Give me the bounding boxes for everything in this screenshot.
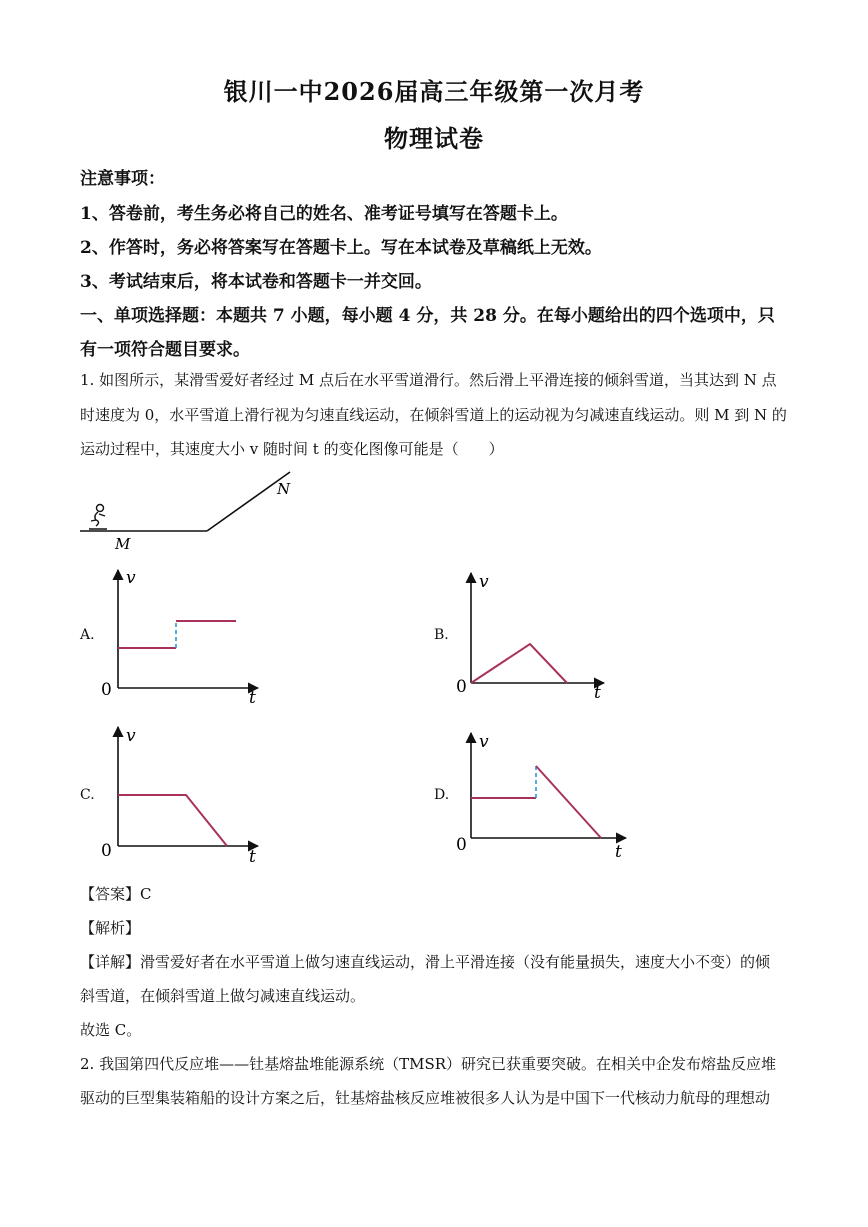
notice-heading: 注意事项： [80,169,165,189]
q1-stem-line2: 时速度为 0，水平雪道上滑行视为匀速直线运动，在倾斜雪道上的运动视为匀减速直线运动。则 M 到 N 的 [80,406,787,424]
q2-stem-line2: 驱动的巨型集装箱船的设计方案之后，钍基熔盐核反应堆被很多人认为是中国下一代核动力航母的理想动 [80,1089,771,1107]
graph-b-v-label: v [479,572,489,592]
graph-a-origin: 0 [101,680,112,700]
graph-a-t-label: t [249,688,256,708]
q1-detail-line2: 斜雪道，在倾斜雪道上做匀减速直线运动。 [80,987,366,1005]
option-c-label: C. [80,787,95,803]
notice-item-1: 1、答卷前，考生务必将自己的姓名、准考证号填写在答题卡上。 [80,204,568,224]
graph-d-origin: 0 [456,835,467,855]
option-d-label: D. [434,787,450,803]
q1-stem-line3: 运动过程中，其速度大小 v 随时间 t 的变化图像可能是（ ） [80,440,504,458]
graph-b-t-label: t [594,683,601,703]
option-a-label: A. [80,627,95,643]
section-heading-line2: 有一项符合题目要求。 [80,340,250,360]
page-subtitle: 物理试卷 [384,124,484,153]
graph-b-origin: 0 [456,677,467,697]
graph-d-t-label: t [615,842,622,862]
graph-d-v-label: v [479,732,489,752]
q2-stem-line1: 2. 我国第四代反应堆——钍基熔盐堆能源系统（TMSR）研究已获重要突破。在相关中企发布熔盐反应堆 [80,1055,777,1073]
section-heading-line1: 一、单项选择题：本题共 7 小题，每小题 4 分，共 28 分。在每小题给出的四个选项中，只 [80,306,775,326]
point-m-label: M [115,535,131,553]
page-title: 银川一中2026届高三年级第一次月考 [223,77,645,106]
point-n-label: N [277,480,291,498]
graph-c-v-label: v [126,726,136,746]
q1-answer: 【答案】C [80,885,152,903]
notice-item-2: 2、作答时，务必将答案写在答题卡上。写在本试卷及草稿纸上无效。 [80,238,602,258]
graph-c-t-label: t [249,847,256,867]
q1-detail-line1: 【详解】滑雪爱好者在水平雪道上做匀速直线运动，滑上平滑连接（没有能量损失，速度大小不变）的倾 [80,953,771,971]
q1-conclusion: 故选 C。 [80,1021,142,1039]
graph-c-origin: 0 [101,841,112,861]
q1-stem-line1: 1. 如图所示，某滑雪爱好者经过 M 点后在水平雪道滑行。然后滑上平滑连接的倾斜雪道，当其达到 N 点 [80,371,777,389]
q1-analysis-heading: 【解析】 [80,919,141,937]
graph-a-v-label: v [126,568,136,588]
graph-d-line-2 [536,766,601,838]
option-b-label: B. [434,627,449,643]
notice-item-3: 3、考试结束后，将本试卷和答题卡一并交回。 [80,272,432,292]
